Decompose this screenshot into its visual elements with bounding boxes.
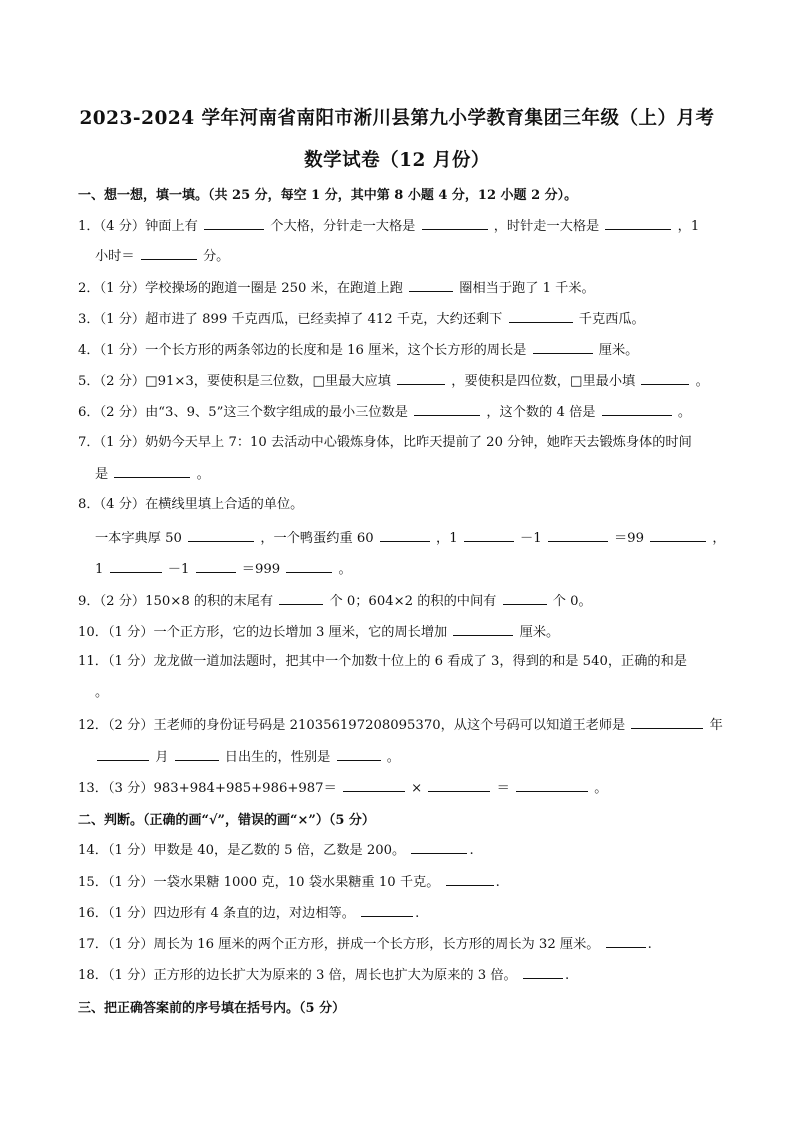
question-5 bbox=[78, 371, 709, 391]
section-3-heading: 三、把正确答案前的序号填在括号内。（5 分） bbox=[78, 1001, 346, 1016]
answer-blank[interactable] bbox=[533, 340, 593, 354]
question-text: 千克西瓜。 bbox=[578, 312, 645, 327]
question-text: 。 bbox=[695, 374, 709, 389]
question-text: 年 bbox=[709, 718, 723, 733]
question-9 bbox=[78, 591, 592, 611]
question-text: 月 bbox=[155, 750, 169, 765]
answer-blank[interactable] bbox=[380, 528, 430, 542]
question-text: 厘米。 bbox=[598, 343, 639, 358]
question-16 bbox=[78, 903, 419, 923]
question-text: 是 bbox=[95, 467, 109, 482]
answer-blank[interactable] bbox=[361, 903, 413, 917]
question-text: 10．（1 分）一个正方形，它的边长增加 3 厘米，它的周长增加 bbox=[78, 625, 448, 640]
answer-blank[interactable] bbox=[414, 402, 480, 416]
question-text: . bbox=[647, 937, 652, 952]
question-text: ， bbox=[712, 531, 726, 546]
question-text: 厘米。 bbox=[519, 625, 560, 640]
question-4 bbox=[78, 340, 638, 360]
question-text: －1 bbox=[520, 531, 542, 546]
question-text: －1 bbox=[167, 562, 190, 577]
exam-title-line1: 2023-2024 学年河南省南阳市淅川县第九小学教育集团三年级（上）月考 bbox=[79, 108, 715, 129]
question-text: 个 0；604×2 的积的中间有 bbox=[329, 594, 497, 609]
answer-blank[interactable] bbox=[428, 778, 490, 792]
question-text: 。 bbox=[95, 685, 109, 700]
question-text: . bbox=[469, 843, 474, 858]
question-8 bbox=[78, 496, 303, 514]
question-11-continued bbox=[95, 684, 108, 702]
question-text: 一本字典厚 50 bbox=[95, 531, 182, 546]
question-text: 4．（1 分）一个长方形的两条邻边的长度和是 16 厘米，这个长方形的周长是 bbox=[78, 343, 527, 358]
question-text: 。 bbox=[338, 562, 352, 577]
question-text: ＝ bbox=[496, 781, 510, 796]
question-text: 11．（1 分）龙龙做一道加法题时，把其中一个加数十位上的 6 看成了 3，得到的和是 540，正确的和是 bbox=[78, 654, 687, 669]
answer-blank[interactable] bbox=[422, 216, 488, 230]
question-text: . bbox=[495, 875, 500, 890]
answer-blank[interactable] bbox=[411, 840, 467, 854]
question-text: 。 bbox=[677, 405, 692, 420]
question-text: 小时＝ bbox=[95, 249, 135, 264]
question-text: 5．（2 分）□91×3，要使积是三位数，□里最大应填 bbox=[78, 374, 391, 389]
answer-blank[interactable] bbox=[196, 559, 236, 573]
question-text: 3．（1 分）超市进了 899 千克西瓜，已经卖掉了 412 千克，大约还剩下 bbox=[78, 312, 503, 327]
question-14 bbox=[78, 840, 474, 860]
question-text: ，时针走一大格是 bbox=[493, 219, 600, 234]
question-text: 1．（4 分）钟面上有 bbox=[78, 219, 198, 234]
question-17 bbox=[78, 934, 652, 954]
answer-blank[interactable] bbox=[397, 371, 445, 385]
question-text: . bbox=[415, 906, 420, 921]
answer-blank[interactable] bbox=[286, 559, 332, 573]
answer-blank[interactable] bbox=[343, 778, 405, 792]
question-15 bbox=[78, 872, 500, 892]
question-text: 。 bbox=[386, 750, 400, 765]
answer-blank[interactable] bbox=[516, 778, 588, 792]
answer-blank[interactable] bbox=[446, 872, 494, 886]
answer-blank[interactable] bbox=[606, 934, 646, 948]
section-2-heading: 二、判断。（正确的画“√”，错误的画“×”）（5 分） bbox=[78, 813, 375, 828]
question-8-row1 bbox=[95, 528, 726, 548]
answer-blank[interactable] bbox=[650, 528, 706, 542]
question-text: 。 bbox=[594, 781, 608, 796]
question-text: ，1 bbox=[436, 531, 458, 546]
question-7-continued bbox=[95, 464, 210, 484]
question-11 bbox=[78, 653, 687, 671]
question-text: 。 bbox=[196, 467, 210, 482]
question-6 bbox=[78, 402, 691, 422]
question-text: ，要使积是四位数，□里最小填 bbox=[451, 374, 636, 389]
section-1-heading: 一、想一想，填一填。（共 25 分，每空 1 分，其中第 8 小题 4 分，12 小题 2 分）。 bbox=[78, 188, 578, 203]
answer-blank[interactable] bbox=[503, 591, 547, 605]
question-text: 圈相当于跑了 1 千米。 bbox=[459, 281, 595, 296]
answer-blank[interactable] bbox=[114, 464, 190, 478]
question-text: 8．（4 分）在横线里填上合适的单位。 bbox=[78, 497, 304, 512]
question-text: 17．（1 分）周长为 16 厘米的两个正方形，拼成一个长方形，长方形的周长为 32 厘米。 bbox=[78, 937, 600, 952]
question-text: ＝999 bbox=[241, 562, 281, 577]
question-text: 12．（2 分）王老师的身份证号码是 210356197208095370，从这个号码可以知道王老师是 bbox=[78, 718, 626, 733]
question-2 bbox=[78, 278, 595, 298]
answer-blank[interactable] bbox=[605, 216, 671, 230]
question-text: × bbox=[411, 781, 423, 796]
question-text: ，1 bbox=[677, 219, 700, 234]
question-1-continued bbox=[95, 246, 229, 266]
answer-blank[interactable] bbox=[631, 715, 703, 729]
question-text: 6．（2 分）由“3、9、5”这三个数字组成的最小三位数是 bbox=[78, 405, 408, 420]
answer-blank[interactable] bbox=[204, 216, 264, 230]
question-text: . bbox=[564, 968, 570, 983]
question-text: 14．（1 分）甲数是 40，是乙数的 5 倍，乙数是 200。 bbox=[78, 843, 406, 858]
question-18 bbox=[78, 965, 569, 985]
answer-blank[interactable] bbox=[453, 622, 513, 636]
exam-title-line2: 数学试卷（12 月份） bbox=[304, 150, 490, 171]
question-text: 分。 bbox=[202, 249, 230, 264]
answer-blank[interactable] bbox=[110, 559, 162, 573]
answer-blank[interactable] bbox=[464, 528, 514, 542]
answer-blank[interactable] bbox=[509, 309, 573, 323]
question-1 bbox=[78, 216, 699, 236]
question-3 bbox=[78, 309, 645, 329]
answer-blank[interactable] bbox=[641, 371, 689, 385]
question-text: ，这个数的 4 倍是 bbox=[486, 405, 596, 420]
answer-blank[interactable] bbox=[337, 747, 381, 761]
question-text: 16．（1 分）四边形有 4 条直的边，对边相等。 bbox=[78, 906, 355, 921]
answer-blank[interactable] bbox=[523, 965, 563, 979]
question-8-row2 bbox=[95, 559, 352, 579]
answer-blank[interactable] bbox=[409, 278, 453, 292]
answer-blank[interactable] bbox=[602, 402, 672, 416]
question-text: 个 0。 bbox=[552, 594, 592, 609]
question-text: ＝99 bbox=[614, 531, 644, 546]
question-text: 9．（2 分）150×8 的积的末尾有 bbox=[78, 594, 274, 609]
question-text: ，一个鸭蛋约重 60 bbox=[260, 531, 374, 546]
question-text: 1 bbox=[95, 562, 104, 577]
question-text: 个大格，分针走一大格是 bbox=[270, 219, 416, 234]
question-text: 7．（1 分）奶奶今天早上 7：10 去活动中心锻炼身体，比昨天提前了 20 分钟，她昨天去锻炼身体的时间 bbox=[78, 435, 692, 450]
answer-blank[interactable] bbox=[279, 591, 323, 605]
question-13 bbox=[78, 778, 607, 798]
question-7 bbox=[78, 434, 692, 452]
question-text: 15．（1 分）一袋水果糖 1000 克，10 袋水果糖重 10 千克。 bbox=[78, 875, 440, 890]
question-text: 13．（3 分）983+984+985+986+987＝ bbox=[78, 781, 337, 796]
question-12-continued bbox=[95, 747, 400, 767]
answer-blank[interactable] bbox=[141, 246, 197, 260]
answer-blank[interactable] bbox=[188, 528, 254, 542]
answer-blank[interactable] bbox=[97, 747, 149, 761]
question-text: 2．（1 分）学校操场的跑道一圈是 250 米，在跑道上跑 bbox=[78, 281, 403, 296]
answer-blank[interactable] bbox=[175, 747, 219, 761]
question-text: 18．（1 分）正方形的边长扩大为原来的 3 倍，周长也扩大为原来的 3 倍。 bbox=[78, 968, 517, 983]
question-text: 日出生的，性别是 bbox=[224, 750, 331, 765]
question-12 bbox=[78, 715, 723, 735]
answer-blank[interactable] bbox=[548, 528, 608, 542]
question-10 bbox=[78, 622, 559, 642]
